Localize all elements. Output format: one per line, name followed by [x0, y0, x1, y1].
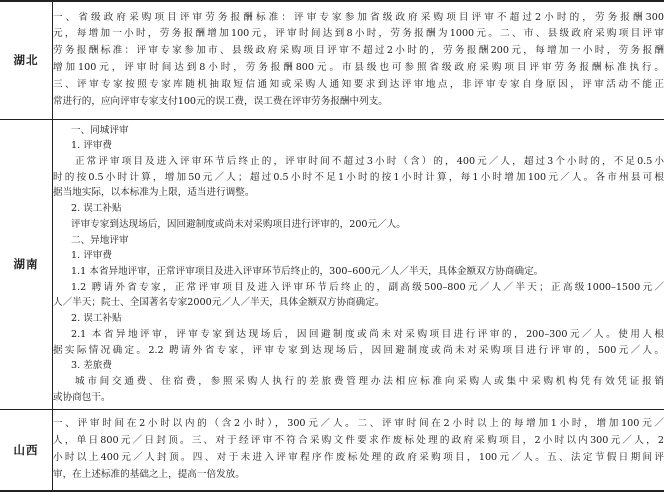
province-cell-hubei: 湖北: [0, 1, 53, 119]
province-cell-shanxi: 山西: [0, 409, 53, 491]
table-row-hubei: [0, 1, 664, 119]
text-line: 三、评审专家按照专家库随机抽取短信通知或采购人通知要求到达评审地点，非评审专家自身原因，评审活动不能正: [53, 77, 664, 94]
section-heading: 一、同城评审: [53, 123, 664, 139]
subsection-heading: 3. 差旅费: [53, 358, 664, 374]
text-line: 1.2 聘请外省专家，正常评审项目及进入评审环节后终止的，副高级500–800元／人／半天；正高级1000–1500元／: [53, 280, 664, 296]
text-line: 常进行的，应向评审专家支付100元的误工费，误工费在评审劳务报酬中列支。: [53, 94, 664, 111]
text-line: 元，每增加一小时，劳务报酬增加100元，评审时间达到8小时，劳务报酬为1000元。二、市、县级政府采购项目评审: [53, 26, 664, 43]
table-row-hunan: [0, 119, 664, 409]
subsection-heading: 1. 评审费: [53, 248, 664, 264]
text-line: 一、评审时间在2小时以内的（含2小时），300元／人。二、评审时间在2小时以上的每增加1小时，增加100元／: [53, 416, 664, 433]
province-cell-hunan: 湖南: [0, 119, 53, 409]
text-line: 人，单日800元／日封顶。三、对于经评审不符合采购文件要求作废标处理的政府采购项目，2小时以内300元／人，2: [53, 433, 664, 450]
table-row-shanxi: [0, 409, 664, 491]
text-line: 人／半天；院士、全国著名专家2000元／人／半天，具体金额双方协商确定。: [53, 295, 664, 311]
text-line: 劳务报酬标准：评审专家参加市、县级政府采购项目评审不超过2小时的，劳务报酬200元，每增加一小时，劳务报酬: [53, 43, 664, 60]
text-line: 一、省级政府采购项目评审劳务报酬标准：评审专家参加省级政府采购项目评审不超过2小时的，劳务报酬300: [53, 10, 664, 27]
text-line: 评审专家到达现场后，因回避制度或尚未对采购项目进行评审的，200元／人。: [53, 217, 664, 233]
content-cell-shanxi: [53, 409, 664, 491]
subsection-heading: 1. 评审费: [53, 138, 664, 154]
text-line: 2.1 本省异地评审，评审专家到达现场后，因回避制度或尚未对采购项目进行评审的，200–300元／人。使用人根: [53, 327, 664, 343]
text-line: 1.1 本省异地评审，正常评审项目及进入评审环节后终止的，300–600元／人／半天，具体金额双方协商确定。: [53, 264, 664, 280]
text-line: 据当地实际，以本标准为上限，适当进行调整。: [53, 185, 664, 201]
text-line: 小时以上400元／人封顶。四、对于未进入评审程序作废标处理的政府采购项目，100元／人。五、法定节假日期间评: [53, 450, 664, 467]
text-line: 时的按0.5小时计算，增加50元／人；超过0.5小时不足1小时的按1小时计算，每1小时增加100元／人。各市州县可根: [53, 170, 664, 186]
section-heading: 二、异地评审: [53, 233, 664, 249]
content-cell-hunan: [53, 119, 664, 409]
subsection-heading: 2. 误工补贴: [53, 311, 664, 327]
text-line: 正常评审项目及进入评审环节后终止的，评审时间不超过3小时（含）的，400元／人，超过3个小时的，不足0.5小: [53, 154, 664, 170]
text-line: 据实际情况确定。2.2 聘请外省专家，评审专家到达现场后，因回避制度或尚未对采购项目进行评审的，500元／人。: [53, 343, 664, 359]
text-line: 增加100元，评审时间达到8小时，劳务报酬800元。市县级也可参照省级政府采购项目评审劳务报酬标准执行。: [53, 60, 664, 77]
subsection-heading: 2. 误工补贴: [53, 201, 664, 217]
text-line: 或协商包干。: [53, 390, 664, 406]
text-line: 审，在上述标准的基础之上，提高一倍发放。: [53, 467, 664, 484]
text-line: 城市间交通费、住宿费，参照采购人执行的差旅费管理办法相应标准向采购人或集中采购机构凭有效凭证报销: [53, 374, 664, 390]
content-cell-hubei: [53, 1, 664, 119]
